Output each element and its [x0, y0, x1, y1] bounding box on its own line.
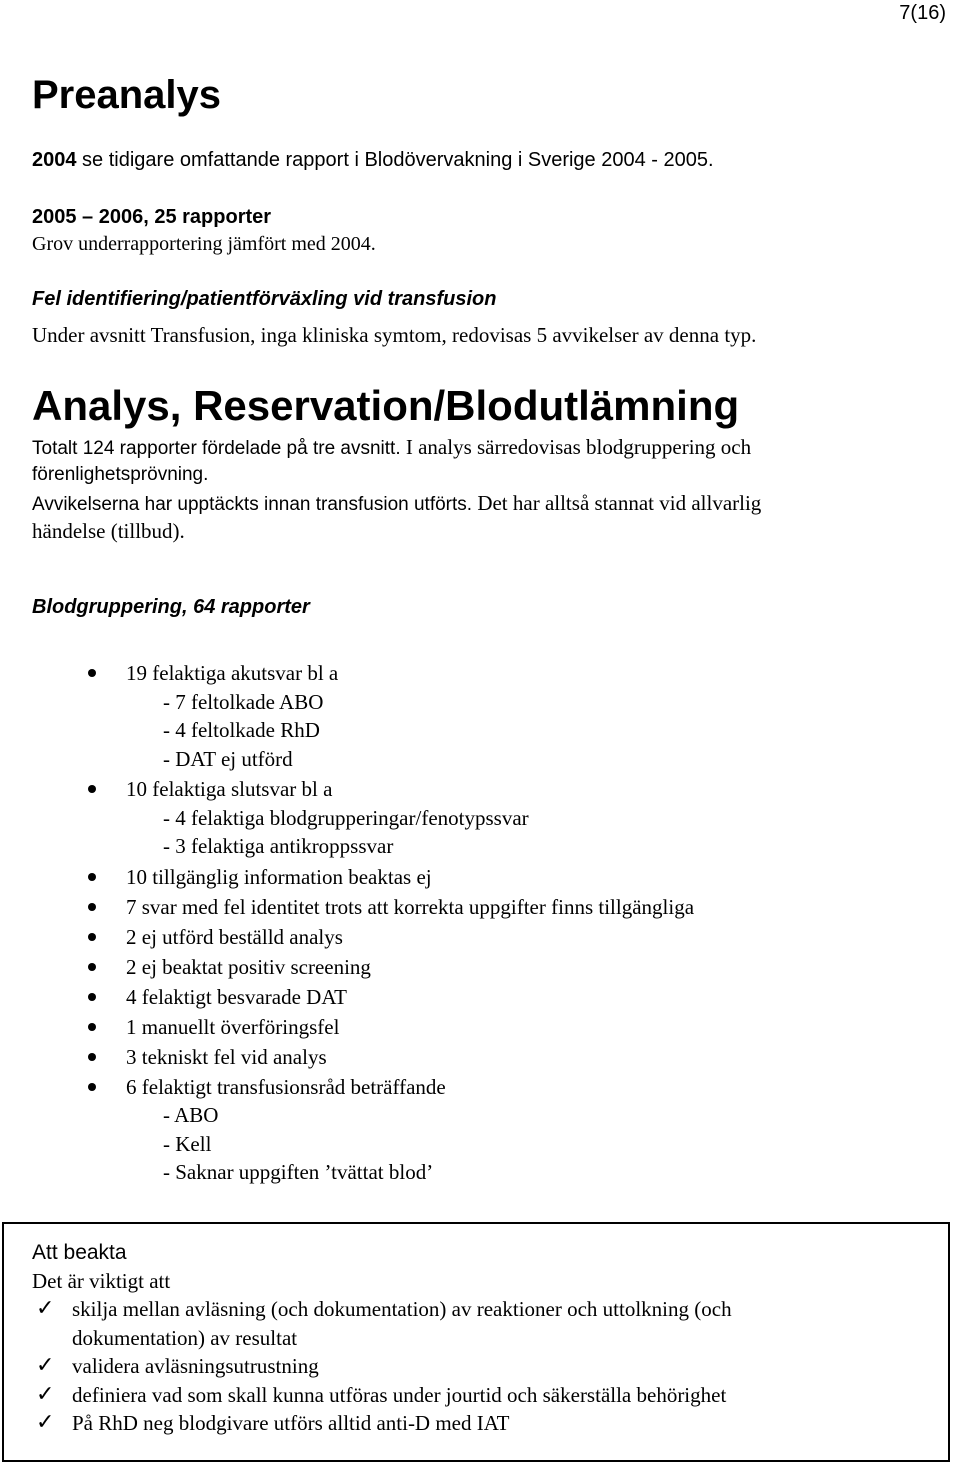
analysis-detail: I analys särredovisas blodgruppering och	[400, 435, 752, 459]
analysis-line-2: förenlighetsprövning.	[32, 464, 209, 485]
bullet-icon	[88, 873, 96, 881]
check-item-text: validera avläsningsutrustning	[72, 1354, 319, 1378]
checkmark-icon: ✓	[36, 1381, 55, 1407]
list-sub-item: - 4 felaktiga blodgrupperingar/fenotypssvar	[163, 805, 529, 830]
analysis-line-4: händelse (tillbud).	[32, 519, 185, 543]
misidentification-text: Under avsnitt Transfusion, inga kliniska symtom, redovisas 5 avvikelser av denna typ.	[32, 323, 757, 347]
bullet-icon	[88, 903, 96, 911]
checkmark-icon: ✓	[36, 1296, 55, 1321]
year-2004-text: se tidigare omfattande rapport i Blodövervakning i Sverige 2004 - 2005.	[76, 149, 714, 171]
list-item: 10 felaktiga slutsvar bl a	[126, 777, 333, 801]
year-2004-label: 2004	[32, 149, 77, 171]
year-2005-text: Grov underrapportering jämfört med 2004.	[32, 233, 376, 255]
bullet-icon	[88, 1053, 96, 1061]
analysis-line-1	[32, 435, 751, 461]
year-2005-heading: 2005 – 2006, 25 rapporter	[32, 206, 272, 228]
list-sub-item: - 7 feltolkade ABO	[163, 689, 324, 714]
check-item-text: dokumentation) av resultat	[72, 1325, 298, 1350]
misidentification-heading: Fel identifiering/patientförväxling vid transfusion	[32, 288, 497, 310]
bullet-icon	[88, 993, 96, 1001]
list-sub-item: - ABO	[163, 1103, 219, 1127]
bullet-icon	[88, 963, 96, 971]
list-sub-item: - Kell	[163, 1131, 212, 1156]
deviation-detected: Avvikelserna har upptäckts innan transfusion utförts.	[32, 494, 473, 515]
check-item-text: På RhD neg blodgivare utförs alltid anti-D med IAT	[72, 1411, 510, 1435]
list-item: 3 tekniskt fel vid analys	[126, 1044, 327, 1069]
analysis-summary: Totalt 124 rapporter fördelade på tre avsnitt.	[32, 438, 401, 459]
check-item-text: skilja mellan avläsning (och dokumentation) av reaktioner och uttolkning (och	[72, 1297, 732, 1321]
list-item: 10 tillgänglig information beaktas ej	[126, 864, 432, 889]
note-box-intro: Det är viktigt att	[32, 1269, 171, 1293]
note-box-heading: Att beakta	[32, 1241, 127, 1264]
list-item: 2 ej utförd beställd analys	[126, 924, 343, 949]
checkmark-icon: ✓	[36, 1353, 55, 1378]
check-item-text: definiera vad som skall kunna utföras under jourtid och säkerställa behörighet	[72, 1382, 727, 1407]
intro-2004-line	[32, 148, 714, 172]
page-title: Preanalys	[32, 73, 222, 117]
list-item: 7 svar med fel identitet trots att korrekta uppgifter finns tillgängliga	[126, 894, 695, 919]
list-sub-item: - 3 felaktiga antikroppssvar	[163, 834, 394, 858]
note-box	[2, 1222, 950, 1462]
list-item: 19 felaktiga akutsvar bl a	[126, 661, 339, 685]
deviation-consequence: Det har alltså stannat vid allvarlig	[472, 491, 762, 515]
list-item: 4 felaktigt besvarade DAT	[126, 984, 348, 1009]
checkmark-icon: ✓	[36, 1410, 55, 1435]
analysis-heading: Analys, Reservation/Blodutlämning	[32, 382, 740, 429]
bullet-icon	[88, 785, 96, 793]
bullet-icon	[88, 933, 96, 941]
analysis-line-3	[32, 491, 761, 517]
bullet-icon	[88, 669, 96, 677]
list-sub-item: - 4 feltolkade RhD	[163, 718, 320, 742]
bullet-icon	[88, 1083, 96, 1091]
list-item: 6 felaktigt transfusionsråd beträffande	[126, 1074, 446, 1099]
list-sub-item: - DAT ej utförd	[163, 746, 293, 771]
page-number: 7(16)	[899, 2, 946, 24]
list-item: 1 manuellt överföringsfel	[126, 1014, 340, 1039]
bullet-icon	[88, 1023, 96, 1031]
blood-grouping-heading: Blodgruppering, 64 rapporter	[32, 596, 310, 618]
list-item: 2 ej beaktat positiv screening	[126, 954, 371, 979]
list-sub-item: - Saknar uppgiften ’tvättat blod’	[163, 1160, 434, 1184]
